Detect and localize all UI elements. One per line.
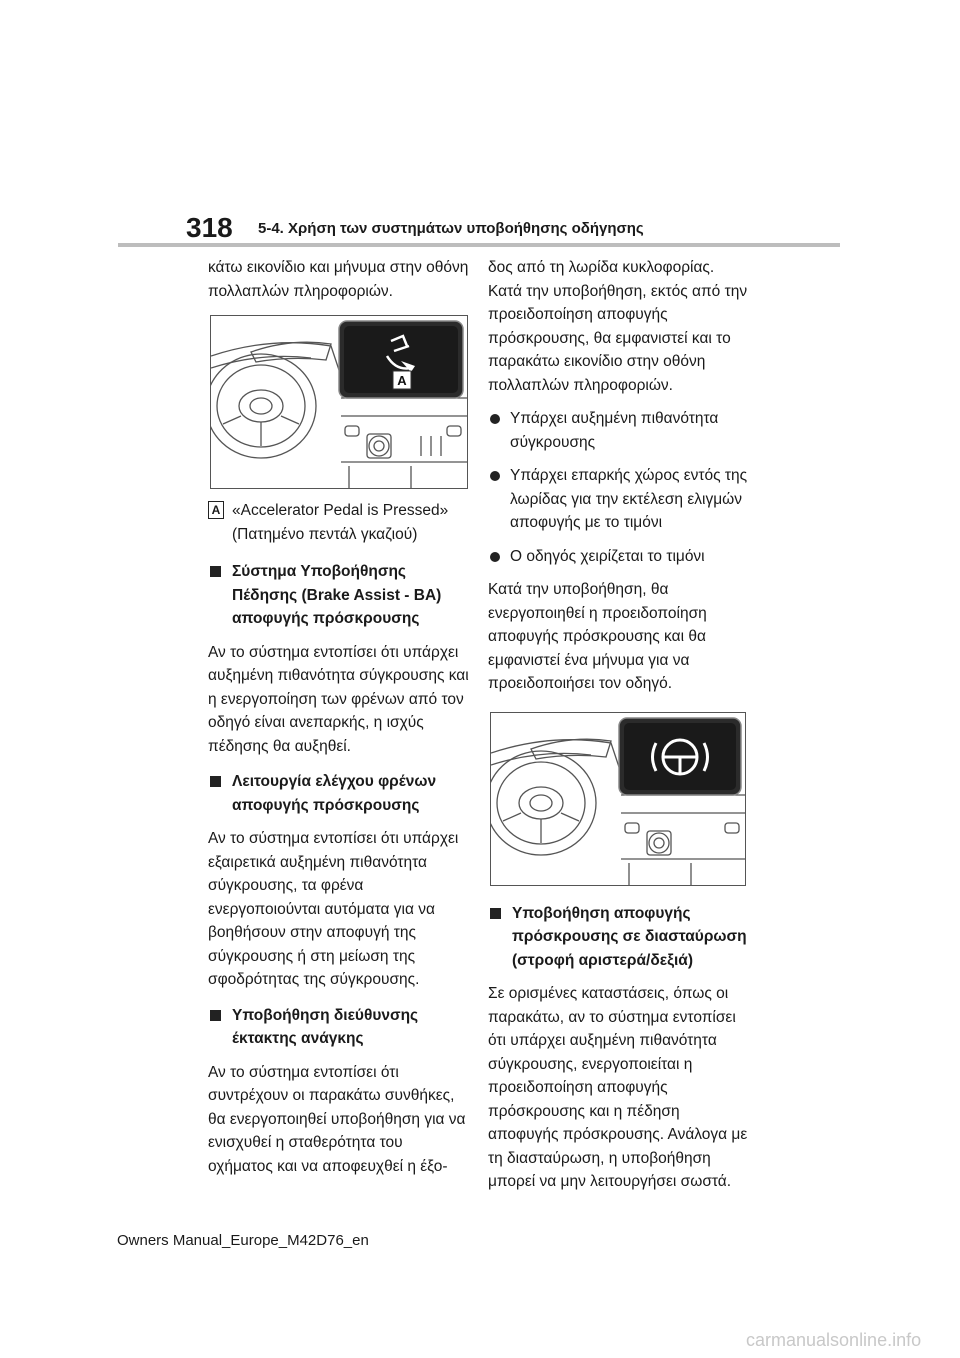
heading-emergency-steering-text: Υποβοήθηση διεύθυνσης έκτακτης ανάγκης <box>232 1006 419 1047</box>
continuation-text: δος από τη λωρίδα κυκλοφορίας. Κατά την υποβοήθηση, εκτός από την προειδοποίηση αποφυγής πρόσκρουσης, θα εμφανιστεί και το παρακάτω εικονίδιο στην οθόνη πολλαπλών πληροφοριών. <box>488 259 748 394</box>
dashboard-drawing <box>211 316 467 488</box>
section-title: 5-4. Χρήση των συστημάτων υποβοήθησης οδήγησης <box>258 220 644 237</box>
caption-line-2: (Πατημένο πεντάλ γκαζιού) <box>232 525 418 543</box>
heading-emergency-steering <box>208 1004 470 1051</box>
bullet-item: Ο οδηγός χειρίζεται το τιμόνι <box>488 545 750 569</box>
bullet-dot-icon <box>490 414 500 424</box>
footer-text: Owners Manual_Europe_M42D76_en <box>117 1232 369 1249</box>
heading-intersection-assist-text: Υποβοήθηση αποφυγής πρόσκρουσης σε διασταύρωση (στροφή αριστερά/δεξιά) <box>512 904 747 969</box>
heading-brake-control-text: Λειτουργία ελέγχου φρένων αποφυγής πρόσκρουσης <box>232 773 437 814</box>
dashboard-drawing <box>491 713 745 885</box>
right-column <box>488 256 750 1204</box>
heading-intersection-assist <box>488 902 750 973</box>
bullet-dot-icon <box>490 471 500 481</box>
heading-brake-assist-text: Σύστημα Υποβοήθησης Πέδησης (Brake Assist - BA) αποφυγής πρόσκρουσης <box>232 563 442 627</box>
heading-brake-assist <box>208 560 470 631</box>
square-bullet-icon <box>490 908 501 919</box>
watermark: carmanualsonline.info <box>746 1330 922 1350</box>
square-bullet-icon <box>210 776 221 787</box>
bullet-dot-icon <box>490 552 500 562</box>
dashboard-illustration-steering <box>490 712 746 886</box>
caption-badge: A <box>208 501 224 519</box>
square-bullet-icon <box>210 1010 221 1021</box>
intro-text: κάτω εικονίδιο και μήνυμα στην οθόνη πολλαπλών πληροφοριών. <box>208 259 469 300</box>
heading-brake-control <box>208 770 470 817</box>
bullet-item: Υπάρχει επαρκής χώρος εντός της λωρίδας για την εκτέλεση ελιγμών αποφυγής με το τιμόνι <box>488 464 750 535</box>
page-number: 318 <box>186 212 233 243</box>
brake-assist-text: Αν το σύστημα εντοπίσει ότι υπάρχει αυξημένη πιθανότητα σύγκρουσης και η ενεργοποίηση των φρένων από τον οδηγό είναι ανεπαρκής, η ισχύς πέδησης θα αυξηθεί. <box>208 643 469 755</box>
square-bullet-icon <box>210 566 221 577</box>
intersection-assist-text: Σε ορισμένες καταστάσεις, όπως οι παρακάτω, αν το σύστημα εντοπίσει ότι υπάρχει αυξημένη πιθανότητα σύγκρουσης, ενεργοποιείται η προειδοποίηση αποφυγής πρόσκρουσης και η πέδηση αποφυγής πρόσκρουσης. Ανάλογα με τη διασταύρωση, η υποβοήθηση μπορεί να μην λειτουργήσει σωστά. <box>488 985 748 1190</box>
header-rule <box>118 243 840 247</box>
warning-text: Κατά την υποβοήθηση, θα ενεργοποιηθεί η προειδοποίηση αποφυγής πρόσκρουσης και θα εμφανιστεί ένα μήνυμα για να προειδοποιήσει τον οδηγό. <box>488 581 707 692</box>
bullet-item: Υπάρχει αυξημένη πιθανότητα σύγκρουσης <box>488 407 750 454</box>
caption-line-1: «Accelerator Pedal is Pressed» <box>232 502 449 519</box>
left-column <box>208 256 470 1188</box>
emergency-steering-text: Αν το σύστημα εντοπίσει ότι συντρέχουν οι παρακάτω συνθήκες, θα ενεργοποιηθεί υποβοήθηση για να ενισχυθεί η σταθερότητα του οχήματος και να αποφευχθεί η έξο- <box>208 1063 466 1175</box>
figure-badge-a: A <box>397 373 407 388</box>
dashboard-illustration-accelerator <box>210 315 468 489</box>
brake-control-text: Αν το σύστημα εντοπίσει ότι υπάρχει εξαιρετικά αυξημένη πιθανότητα σύγκρουσης, τα φρένα ενεργοποιούνται αυτόματα για να βοηθήσουν στην αποφυγή της σύγκρουσης ή στη μείωση της σφοδρότητας της σύγκρουσης. <box>208 830 459 988</box>
figure-caption <box>208 499 470 546</box>
